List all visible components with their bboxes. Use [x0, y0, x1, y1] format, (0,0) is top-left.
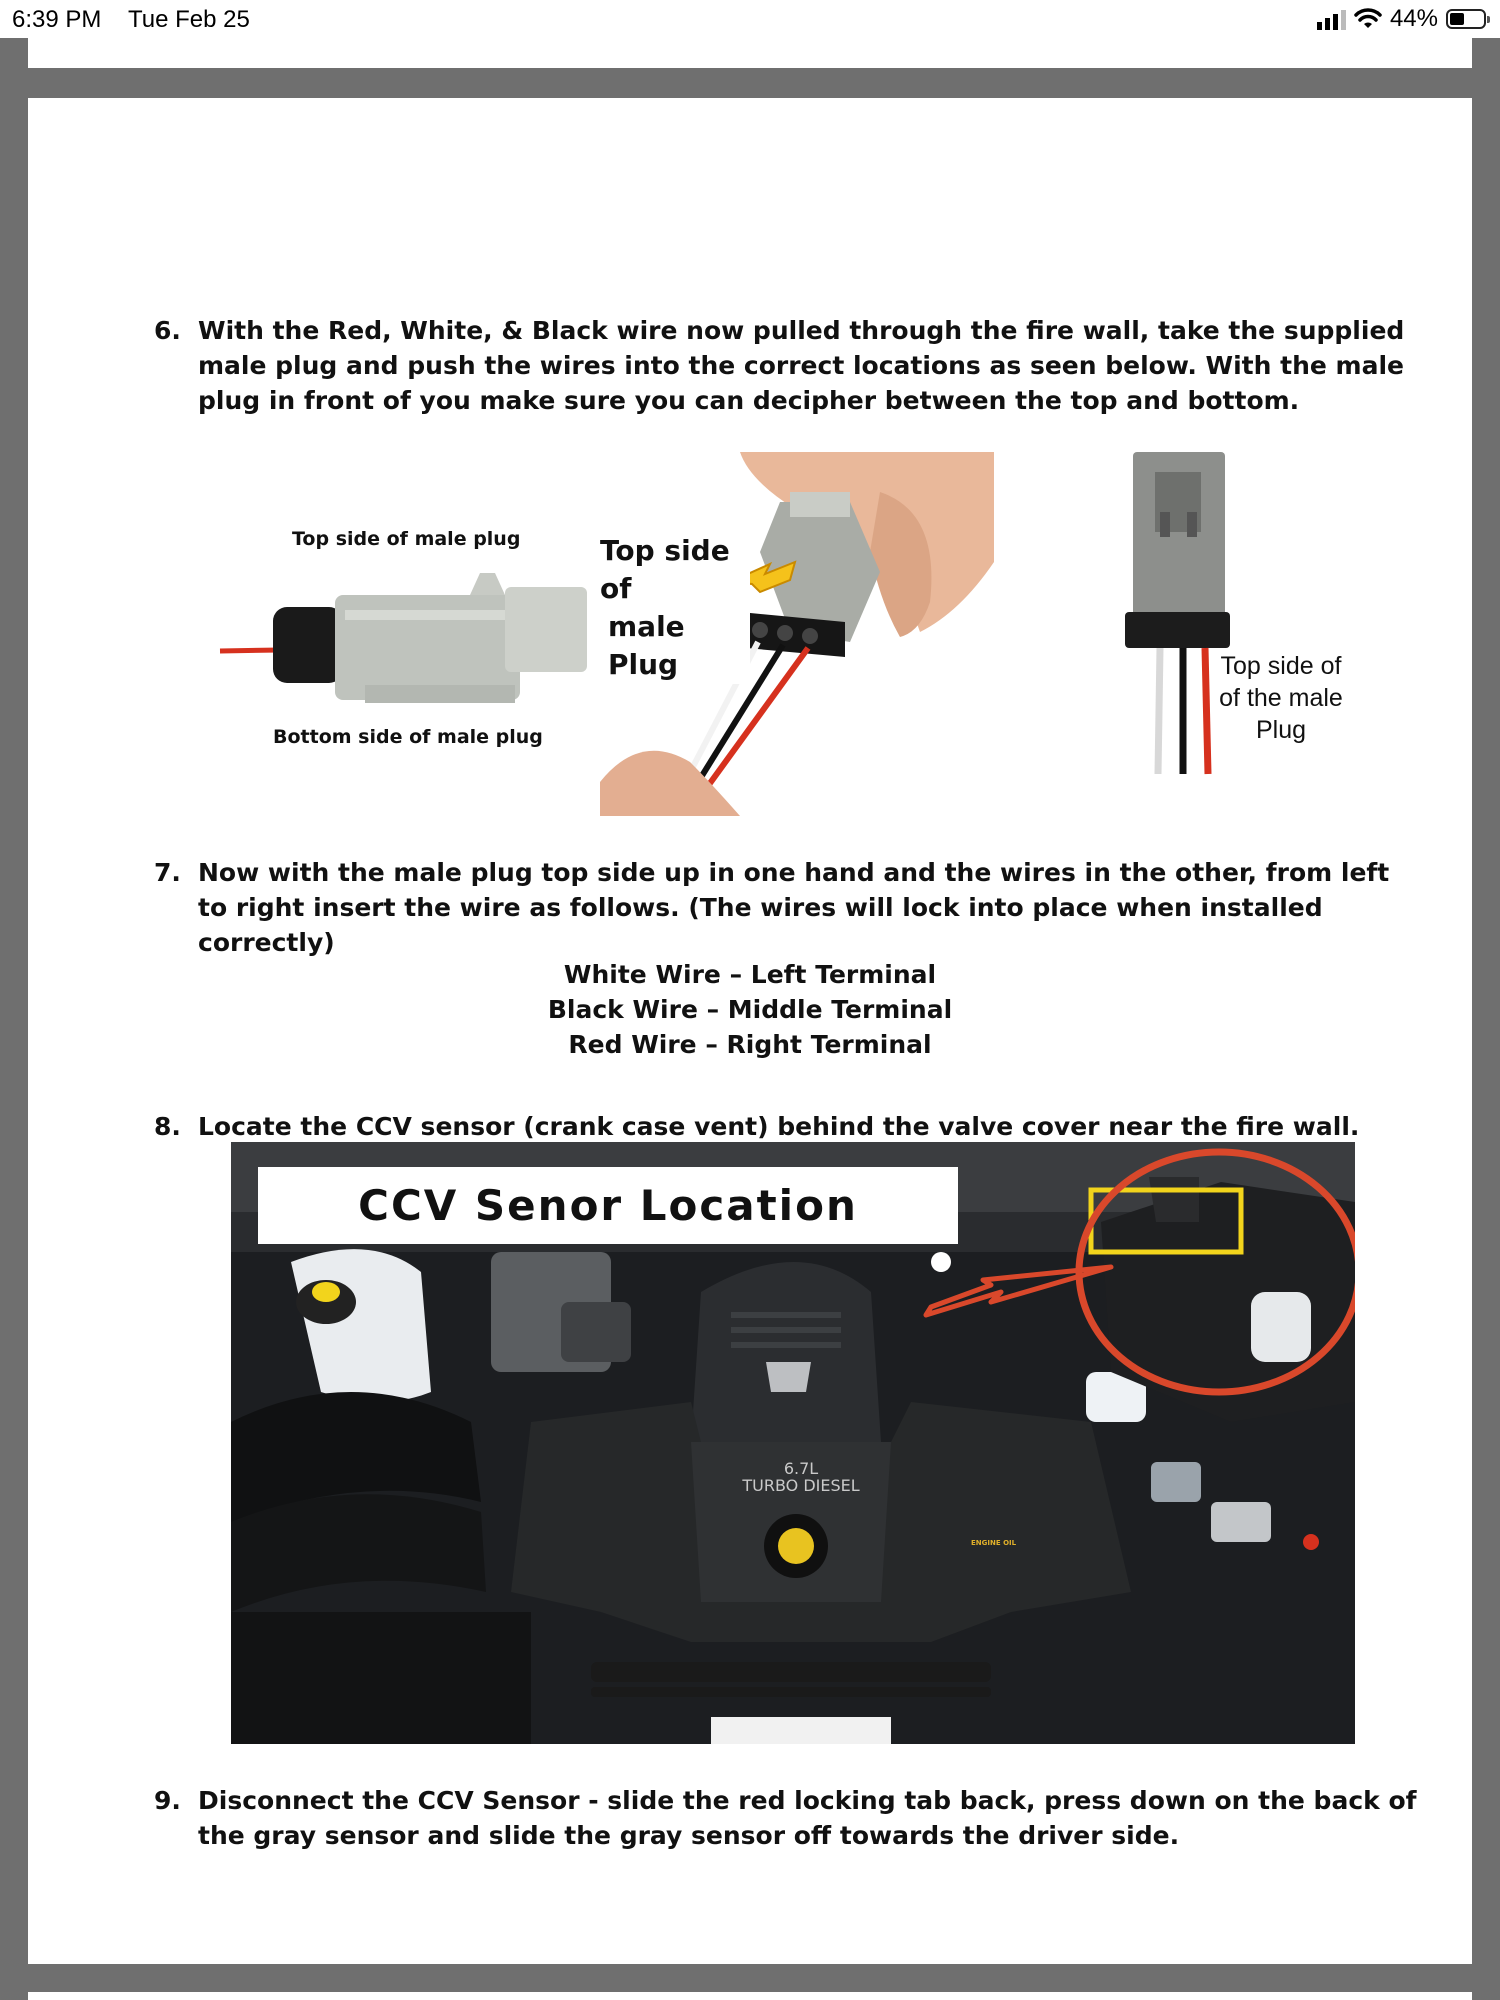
label-line: Top side of [1220, 652, 1342, 680]
bottom-side-label: Bottom side of male plug [273, 726, 543, 748]
wire-terminal-list [0, 957, 1500, 1062]
wifi-icon [1354, 8, 1382, 30]
cellular-signal-icon [1317, 8, 1346, 30]
engine-size-text: 6.7L [783, 1459, 819, 1478]
turbo-diesel-text: TURBO DIESEL [742, 1476, 860, 1495]
step-text: Now with the male plug top side up in one hand and the wires in the other, from left to right insert the wire as follows. (The wires will lock into place when installed correctly) [198, 858, 1390, 957]
step-text: Locate the CCV sensor (crank case vent) behind the valve cover near the fire wall. [198, 1112, 1360, 1141]
previous-page-edge [28, 38, 1472, 68]
step-number: 9. [154, 1786, 181, 1815]
step-text: Disconnect the CCV Sensor - slide the red locking tab back, press down on the back of the gray sensor and slide the gray sensor off towards the driver side. [198, 1786, 1417, 1850]
status-time: 6:39 PM [12, 6, 102, 33]
engine-oil-label: ENGINE OIL [971, 1539, 1017, 1547]
ccv-location-banner [258, 1167, 958, 1244]
wire-item-black: Black Wire – Middle Terminal [547, 995, 953, 1024]
top-side-label: Top side of male plug [292, 528, 521, 550]
engine-cover-label [701, 1460, 901, 1494]
battery-icon [1446, 9, 1486, 29]
step-number: 8. [154, 1112, 181, 1141]
label-line: male Plug [608, 610, 685, 681]
male-plug-side-image [215, 565, 605, 705]
wire-item-red: Red Wire – Right Terminal [568, 1030, 932, 1059]
engine-bay-photo [231, 1142, 1355, 1744]
step-text: With the Red, White, & Black wire now pulled through the fire wall, take the supplied male plug and push the wires into the correct locations as seen below. With the male plug in front of you make sure you can decipher between the top and bottom. [198, 316, 1405, 415]
banner-title: CCV Senor Location [358, 1181, 858, 1230]
label-line: Top side of [600, 534, 730, 605]
top-side-male-plug-label [1206, 650, 1356, 746]
battery-percent: 44% [1389, 5, 1438, 32]
step-number: 6. [154, 316, 181, 345]
top-side-plug-label [600, 532, 750, 684]
wire-item-white: White Wire – Left Terminal [563, 960, 937, 989]
label-line: Plug [1255, 716, 1307, 744]
next-page-edge [28, 1992, 1472, 2000]
label-line: of the male [1219, 684, 1343, 712]
step-number: 7. [154, 858, 181, 887]
status-date: Tue Feb 25 [128, 6, 250, 33]
status-indicators [1317, 5, 1486, 33]
status-bar [0, 0, 1500, 38]
